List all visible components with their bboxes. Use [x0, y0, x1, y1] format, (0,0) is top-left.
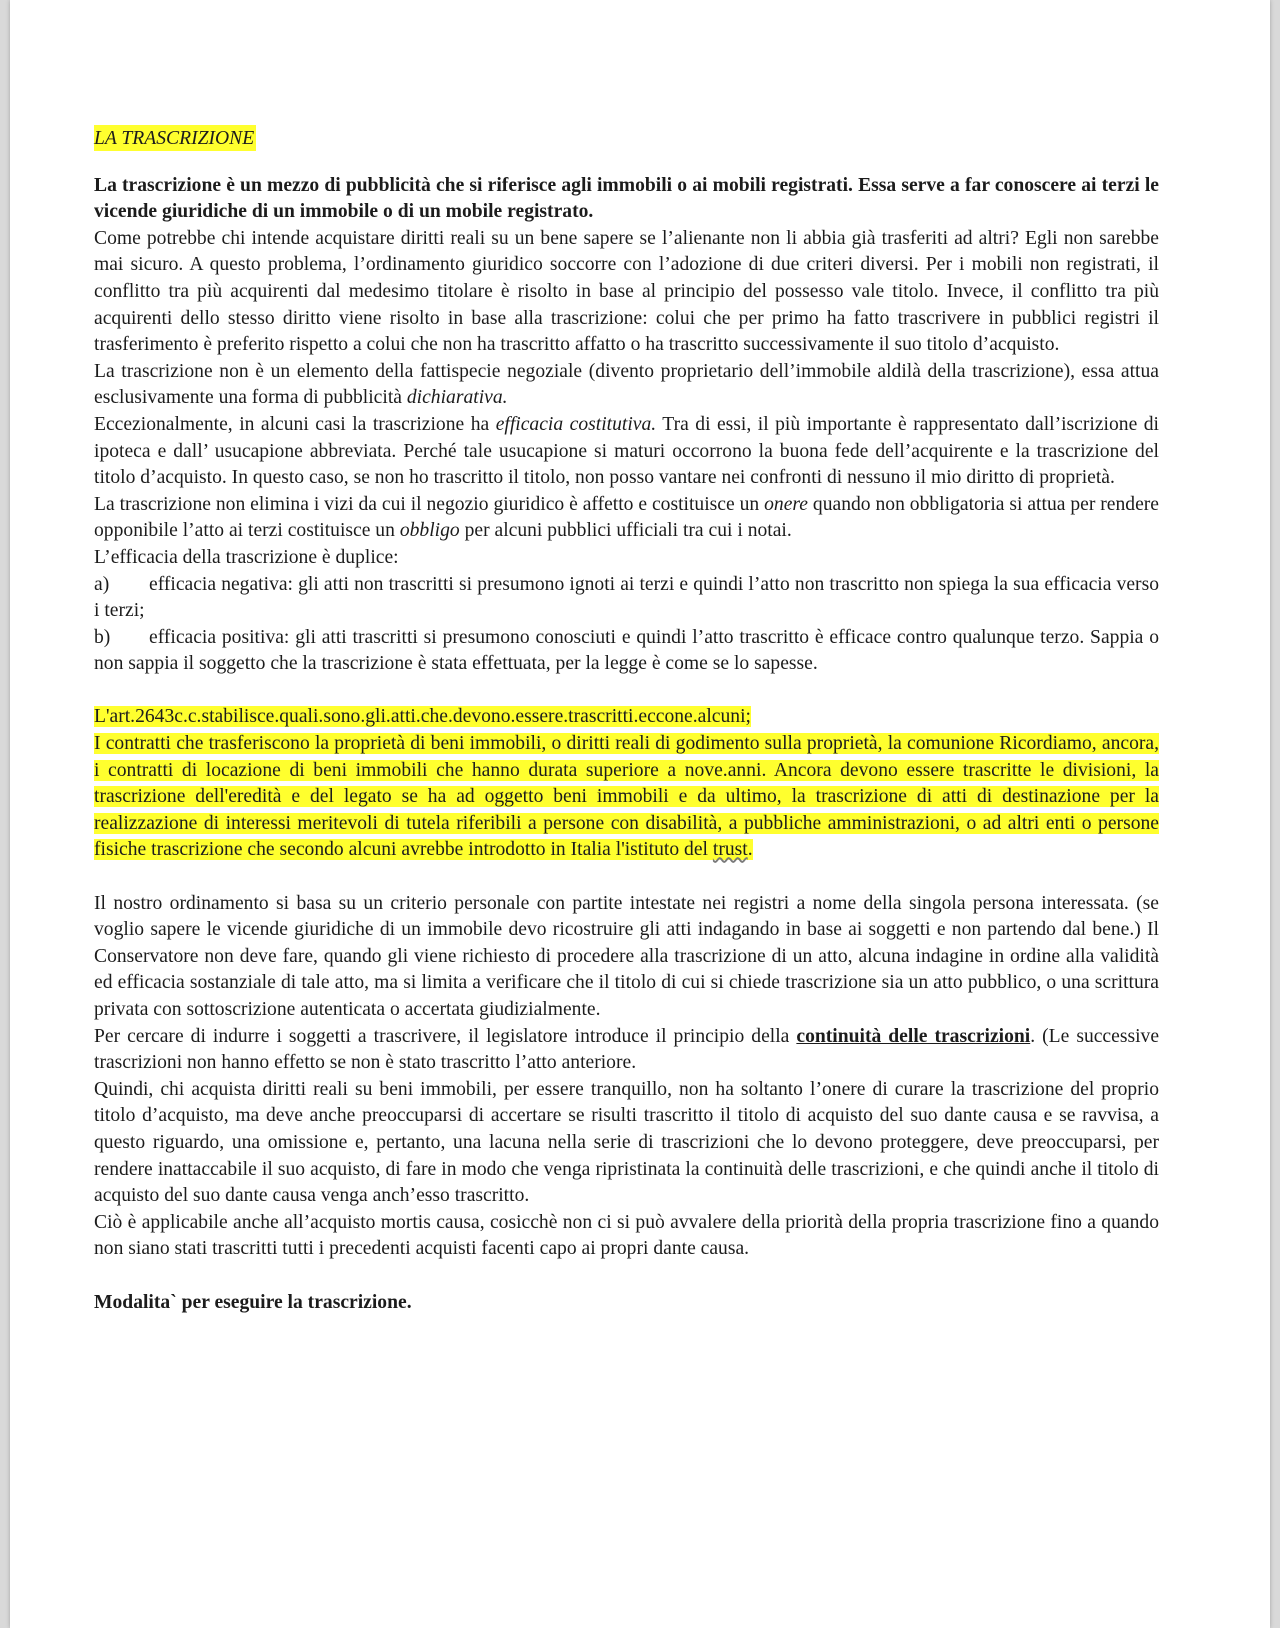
- paragraph-onere: [94, 492, 1159, 545]
- list-text: efficacia negativa: gli atti non trascritti si presumono ignoti ai terzi e quindi l’atto non trascritto non spiega la sua efficacia verso i terzi;: [94, 573, 1159, 622]
- paragraph-text: . (Le successive trascrizioni non hanno effetto se non è stato trascritto l’atto anteriore.: [94, 1025, 1160, 1074]
- spacer: [94, 864, 1159, 891]
- paragraph-text: Tra di essi, il più importante è rappresentato dall’iscrizione di ipoteca e dall’ usucapione abbreviata. Perché tale usucapione si maturi occorrono la buona fede dell’acquirente e la trascrizione del titolo d’acquisto. In questo caso, se non ho trascritto il titolo, non posso vantare nei confronti di nessuno il mio diritto di proprietà.: [94, 413, 1160, 489]
- highlighted-article-line: [94, 704, 1159, 731]
- paragraph-text: Per cercare di indurre i soggetti a trascrivere, il legislatore introduce il principio della: [94, 1025, 797, 1047]
- highlighted-text: .: [747, 839, 753, 861]
- list-item: [94, 572, 1159, 625]
- highlighted-text: L'art.2643c.c.stabilisce.quali.sono.gli.atti.che.devono.essere.trascritti.eccone.alcuni;: [94, 706, 751, 728]
- paragraph-text: La trascrizione non elimina i vizi da cui il negozio giuridico è affetto e costituisce un: [94, 493, 765, 515]
- italic-term: obbligo: [399, 520, 460, 542]
- intro-paragraph: La trascrizione è un mezzo di pubblicità che si riferisce agli immobili o ai mobili registrati. Essa serve a far conoscere ai terzi le vicende giuridiche di un immobile o di un mobile registrato.: [94, 174, 1159, 223]
- italic-term: efficacia costitutiva.: [495, 413, 657, 435]
- list-item: [94, 625, 1159, 678]
- paragraph-text: quando non obbligatoria si attua per rendere opponibile l’atto ai terzi costituisce un: [94, 493, 1159, 542]
- highlighted-text: I contratti che trasferiscono la proprietà di beni immobili, o diritti reali di godimento sulla proprietà, la comunione Ricordiamo, ancora, i contratti di locazione di beni immobili che hanno durata superiore a nove.anni. Ancora devono essere trascritte le divisioni, la trascrizione dell'eredità e del legato se ha ad oggetto beni immobili e da ultimo, la trascrizione di atti di destinazione per la realizzazione di interessi meritevoli di tutela riferibili a persone con disabilità, a pubbliche amministrazioni, o ad altri enti o persone fisiche trascrizione che secondo alcuni avrebbe introdotto in Italia l'istituto del: [94, 733, 1159, 861]
- document-page: [10, 0, 1270, 1628]
- highlighted-paragraph: [94, 731, 1159, 864]
- paragraph-mortis-causa: Ciò è applicabile anche all’acquisto mortis causa, cosicchè non ci si può avvalere della priorità della propria trascrizione fino a quando non siano stati trascritti tutti i precedenti acquisti facenti capo ai propri dante causa.: [94, 1211, 1159, 1260]
- section-heading: Modalita` per eseguire la trascrizione.: [94, 1291, 412, 1313]
- title-block: [94, 126, 1159, 153]
- paragraph-dichiarativa: [94, 359, 1159, 412]
- spacer: [94, 678, 1159, 705]
- paragraph-acquisto: Quindi, chi acquista diritti reali su beni immobili, per essere tranquillo, non ha soltanto l’onere di curare la trascrizione del proprio titolo d’acquisto, ma deve anche preoccuparsi di accertare se risulti trascritto il titolo di acquisto del suo dante causa e se ravvisa, a questo riguardo, una omissione e, pertanto, una lacuna nella serie di trascrizioni che lo devono proteggere, deve preoccuparsi, per rendere inattaccabile il suo acquisto, di fare in modo che venga ripristinata la continuità delle trascrizioni, e che quindi anche il titolo di acquisto del suo dante causa venga anch’esso trascritto.: [94, 1078, 1159, 1207]
- italic-term: dichiarativa.: [406, 387, 508, 409]
- paragraph-text: per alcuni pubblici ufficiali tra cui i notai.: [459, 520, 792, 542]
- paragraph-ordinamento: Il nostro ordinamento si basa su un criterio personale con partite intestate nei registri a nome della singola persona interessata. (se voglio sapere le vicende giuridiche di un immobile devo ricostruire gli atti indagando in base ai soggetti e non partendo dal bene.) Il Conservatore non deve fare, quando gli viene richiesto di procedere alla trascrizione di un atto, alcuna indagine in ordine alla validità ed efficacia sostanziale di tale atto, ma si limita a verificare che il titolo di cui si chiede trascrizione sia un atto pubblico, o una scrittura privata con sottoscrizione autenticata o accertata giudizialmente.: [94, 892, 1159, 1020]
- list-marker: a): [94, 573, 110, 595]
- list-marker: b): [94, 626, 111, 648]
- paragraph-text: La trascrizione non è un elemento della fattispecie negoziale (divento proprietario dell’immobile aldilà della trascrizione), essa attua esclusivamente una forma di pubblicità: [94, 360, 1159, 409]
- paragraph-costitutiva: [94, 412, 1159, 492]
- underlined-term: continuità delle trascrizioni: [796, 1025, 1031, 1047]
- italic-term: onere: [764, 493, 808, 515]
- paragraph-text: Eccezionalmente, in alcuni casi la trascrizione ha: [94, 413, 496, 435]
- page-title: LA TRASCRIZIONE: [94, 125, 256, 151]
- list-text: efficacia positiva: gli atti trascritti si presumono conosciuti e quindi l’atto trascritto è efficace contro qualunque terzo. Sappia o non sappia il soggetto che la trascrizione è stata effettuata, per la legge è come se lo sapesse.: [94, 626, 1159, 675]
- paragraph-duplice: L’efficacia della trascrizione è duplice:: [94, 546, 399, 568]
- document-content: [94, 126, 1159, 1316]
- paragraph-continuita: [94, 1024, 1159, 1077]
- paragraph-conflict: Come potrebbe chi intende acquistare diritti reali su un bene sapere se l’alienante non li abbia già trasferiti ad altri? Egli non sarebbe mai sicuro. A questo problema, l’ordinamento giuridico soccorre con l’adozione di due criteri diversi. Per i mobili non registrati, il conflitto tra più acquirenti dal medesimo titolare è risolto in base al principio del possesso vale titolo. Invece, il conflitto tra più acquirenti dello stesso diritto viene risolto in base alla trascrizione: colui che per primo ha fatto trascrivere in pubblici registri il trasferimento è preferito rispetto a colui che non ha trascritto affatto o ha trascritto successivamente il suo titolo d’acquisto.: [94, 227, 1159, 356]
- trust-term: trust: [712, 839, 748, 861]
- spacer: [94, 1263, 1159, 1290]
